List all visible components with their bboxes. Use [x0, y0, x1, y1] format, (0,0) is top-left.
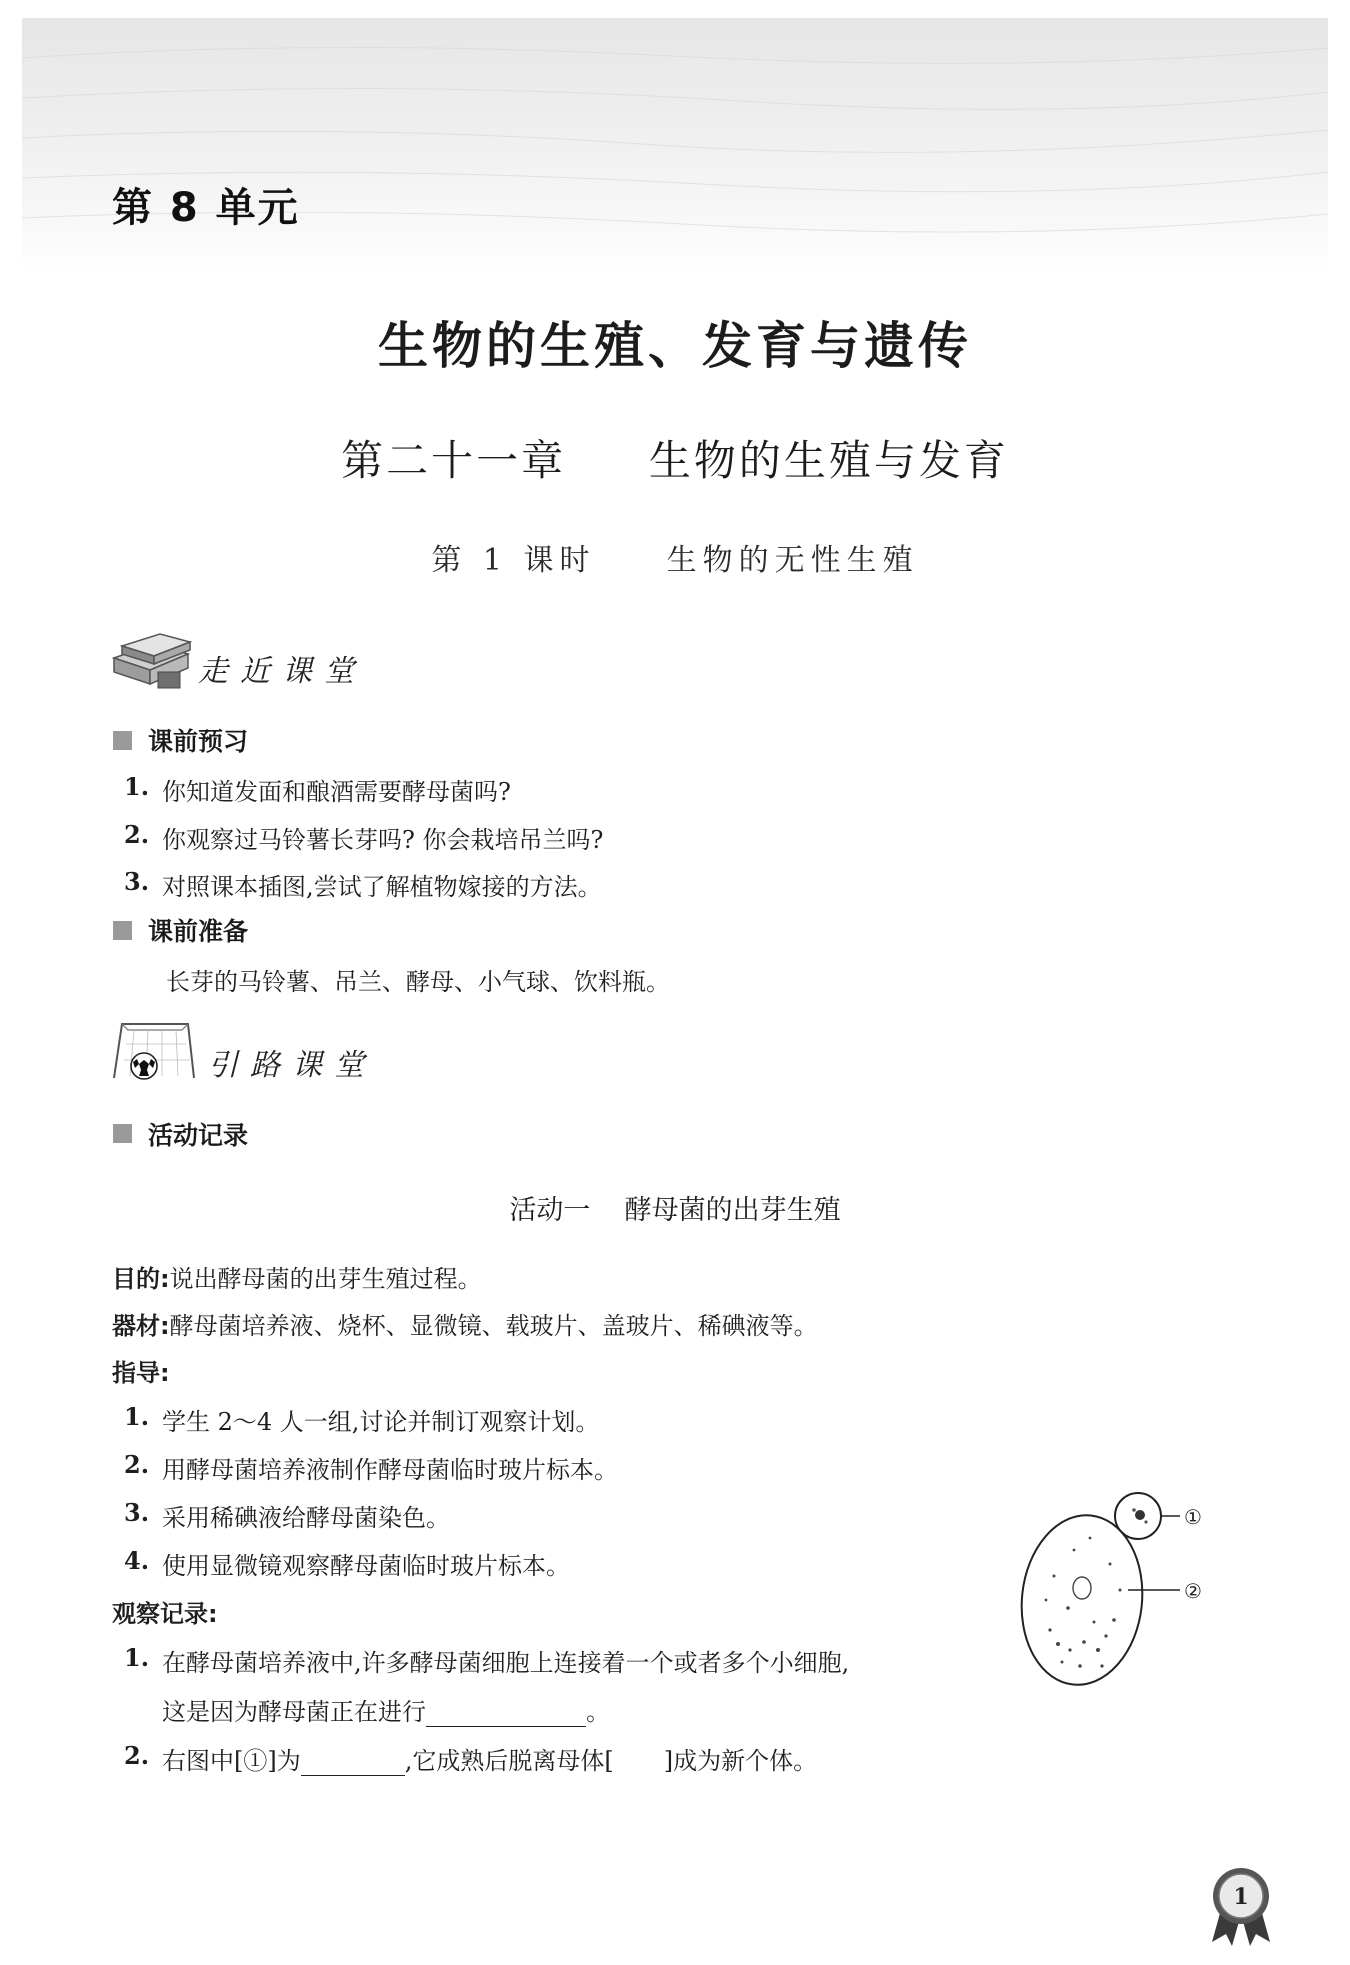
mother-cell — [1013, 1509, 1150, 1691]
answer-blank-2[interactable] — [301, 1749, 405, 1776]
guide-item-2: 2. 用酵母菌培养液制作酵母菌临时玻片标本。 — [124, 1450, 618, 1484]
soccer-goal-icon — [108, 1018, 198, 1084]
chapter-name: 生物的生殖与发育 — [648, 436, 1009, 485]
page-number-badge — [1208, 1866, 1274, 1946]
section-title-zoujin: 走近课堂 — [198, 654, 366, 689]
heading-marker — [113, 921, 132, 940]
activity-title: 活动一 酵母菌的出芽生殖 — [509, 1195, 841, 1226]
preview-item-3: 3. 对照课本插图,尝试了解植物嫁接的方法。 — [124, 867, 602, 901]
banner-texture — [22, 18, 1328, 273]
activity-record-heading: 活动记录 — [148, 1121, 249, 1150]
preview-heading: 课前预习 — [148, 727, 249, 756]
figure-label-2: ② — [1184, 1579, 1202, 1603]
preview-item-1: 1. 你知道发面和酿酒需要酵母菌吗? — [124, 772, 511, 806]
materials-line: 器材:酵母菌培养液、烧杯、显微镜、载玻片、盖玻片、稀碘液等。 — [112, 1312, 818, 1340]
answer-blank-1[interactable] — [426, 1700, 586, 1727]
unit-title: 生物的生殖、发育与遗传 — [378, 317, 972, 375]
preview-item-2: 2. 你观察过马铃薯长芽吗? 你会栽培吊兰吗? — [124, 820, 604, 854]
bud-nucleus — [1135, 1510, 1145, 1520]
heading-marker — [113, 731, 132, 750]
guide-item-3: 3. 采用稀碘液给酵母菌染色。 — [124, 1498, 450, 1532]
header-banner — [22, 18, 1328, 273]
heading-marker — [113, 1124, 132, 1143]
observation-label: 观察记录: — [112, 1600, 218, 1628]
figure-label-1: ① — [1184, 1505, 1202, 1529]
lesson-heading — [0, 535, 1350, 579]
prep-materials: 长芽的马铃薯、吊兰、酵母、小气球、饮料瓶。 — [166, 968, 670, 996]
observation-item-1-line2: 这是因为酵母菌正在进行 。 — [162, 1698, 610, 1726]
observation-item-1: 1. 在酵母菌培养液中,许多酵母菌细胞上连接着一个或者多个小细胞, — [124, 1643, 850, 1677]
prep-heading: 课前准备 — [148, 917, 249, 946]
page-number: 1 — [1233, 1884, 1249, 1910]
chapter-number: 第二十一章 — [341, 436, 567, 485]
chapter-heading — [0, 428, 1350, 488]
unit-label: 第 8 单元 — [112, 185, 300, 231]
yeast-budding-figure — [1010, 1480, 1240, 1700]
lesson-number: 第 1 课时 — [431, 543, 596, 578]
lesson-name: 生物的无性生殖 — [666, 543, 919, 578]
section-title-yinlu: 引路课堂 — [208, 1048, 376, 1083]
guide-item-4: 4. 使用显微镜观察酵母菌临时玻片标本。 — [124, 1546, 570, 1580]
mother-nucleus — [1073, 1577, 1091, 1599]
guide-item-1: 1. 学生 2～4 人一组,讨论并制订观察计划。 — [124, 1402, 600, 1436]
books-icon — [110, 628, 196, 694]
guide-label: 指导: — [112, 1359, 170, 1387]
observation-item-2: 2. 右图中[①]为 ,它成熟后脱离母体[ ]成为新个体。 — [124, 1741, 818, 1775]
purpose-line: 目的:说出酵母菌的出芽生殖过程。 — [112, 1265, 482, 1293]
